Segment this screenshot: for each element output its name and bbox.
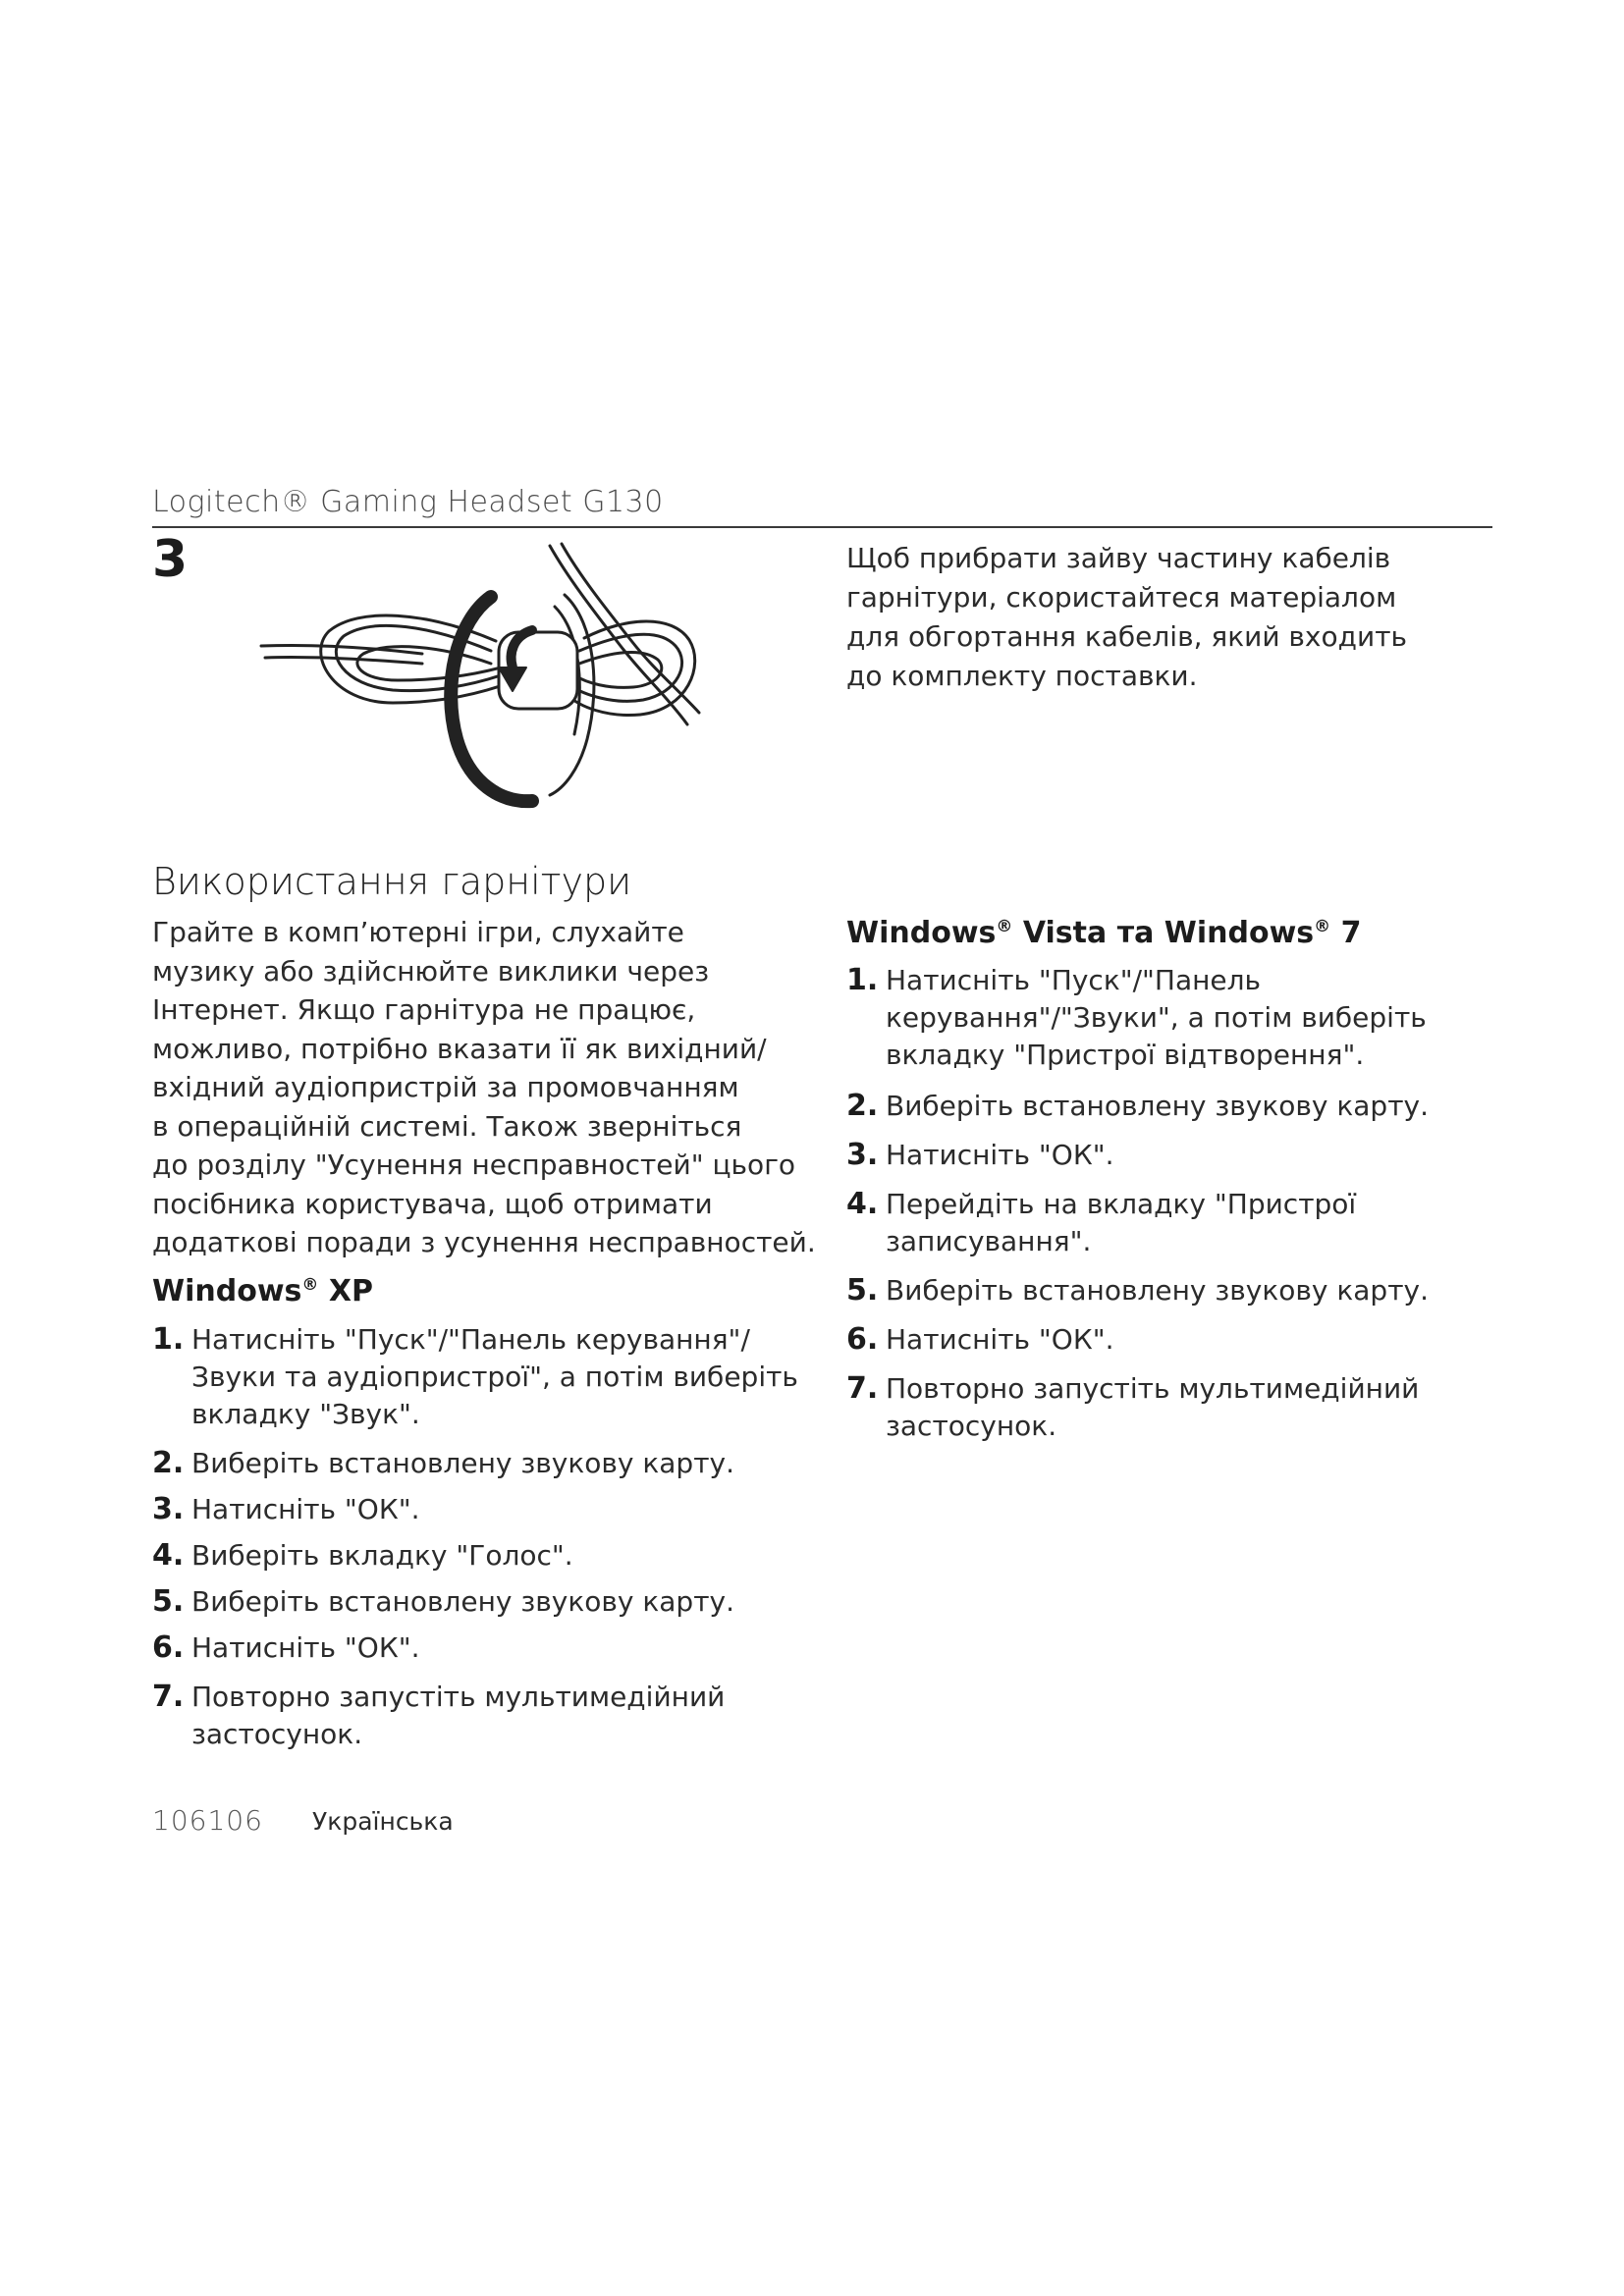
text-line: Повторно запустіть мультимедійний: [191, 1681, 726, 1713]
step-num: 1.: [152, 1322, 185, 1357]
page-language: Українська: [312, 1807, 454, 1836]
step-number: 3: [152, 530, 189, 589]
text-line: вкладку "Пристрої відтворення".: [886, 1039, 1365, 1071]
text-line: вхідний аудіопристрій за промовчанням: [152, 1071, 739, 1103]
heading-text: Vista та Windows: [1012, 916, 1315, 950]
step-num: 2.: [152, 1446, 185, 1480]
text-line: Натисніть "ОК".: [191, 1493, 420, 1525]
intro-paragraph: [152, 913, 820, 1262]
text-line: Інтернет. Якщо гарнітура не працює,: [152, 993, 696, 1026]
step-num: 7.: [846, 1371, 879, 1406]
list-item: [152, 1537, 800, 1575]
windows-xp-steps: [152, 1321, 800, 1753]
step-num: 4.: [152, 1538, 185, 1573]
list-item: [152, 1679, 800, 1753]
heading-text: Windows: [152, 1274, 302, 1308]
list-item: [846, 1186, 1494, 1260]
list-item: [846, 1088, 1494, 1125]
list-item: [846, 962, 1494, 1074]
text-line: Виберіть встановлену звукову карту.: [886, 1274, 1429, 1307]
heading-text: 7: [1330, 916, 1362, 950]
registered-mark: ®: [301, 1275, 319, 1295]
step-num: 5.: [846, 1273, 879, 1308]
text-line: Повторно запустіть мультимедійний: [886, 1372, 1420, 1405]
list-item: [846, 1272, 1494, 1309]
registered-mark: ®: [996, 917, 1013, 936]
header-divider: [152, 526, 1492, 528]
text-line: посібника користувача, щоб отримати: [152, 1187, 713, 1220]
text-line: для обгортання кабелів, який входить: [846, 620, 1408, 653]
list-item: [846, 1321, 1494, 1359]
header-title: Logitech® Gaming Headset G130: [152, 485, 664, 519]
step-num: 6.: [846, 1322, 879, 1357]
text-line: до розділу "Усунення несправностей" цього: [152, 1148, 796, 1181]
step-num: 4.: [846, 1187, 879, 1221]
cable-wrap-illustration: [255, 538, 707, 823]
text-line: застосунок.: [886, 1410, 1057, 1442]
text-line: Щоб прибрати зайву частину кабелів: [846, 542, 1391, 574]
text-line: керування"/"Звуки", а потім виберіть: [886, 1001, 1427, 1034]
step-num: 7.: [152, 1680, 185, 1714]
text-line: Натисніть "ОК".: [886, 1323, 1114, 1356]
text-line: музику або здійснюйте виклики через: [152, 954, 710, 988]
text-line: Перейдіть на вкладку "Пристрої: [886, 1188, 1357, 1220]
text-line: Грайте в комп’ютерні ігри, слухайте: [152, 916, 684, 948]
text-line: Звуки та аудіопристрої", а потім виберіть: [191, 1361, 798, 1393]
list-item: [152, 1445, 800, 1482]
text-line: Виберіть вкладку "Голос".: [191, 1539, 573, 1572]
text-line: до комплекту поставки.: [846, 660, 1198, 692]
list-item: [846, 1370, 1494, 1445]
text-line: застосунок.: [191, 1718, 363, 1750]
windows-xp-heading: [152, 1274, 373, 1308]
heading-text: XP: [318, 1274, 373, 1308]
page-number: 106106: [152, 1804, 263, 1837]
step-num: 6.: [152, 1630, 185, 1665]
step-num: 3.: [846, 1138, 879, 1172]
step-num: 2.: [846, 1089, 879, 1123]
list-item: [152, 1583, 800, 1621]
text-line: Натисніть "Пуск"/"Панель керування"/: [191, 1323, 750, 1356]
step-num: 1.: [846, 963, 879, 997]
text-line: Натисніть "ОК".: [886, 1139, 1114, 1171]
step-num: 5.: [152, 1584, 185, 1619]
list-item: [152, 1629, 800, 1667]
section-title: Використання гарнітури: [152, 860, 632, 903]
windows-vista-heading: [846, 916, 1362, 950]
registered-mark: ®: [1314, 917, 1331, 936]
step-num: 3.: [152, 1492, 185, 1526]
text-line: Натисніть "ОК".: [191, 1631, 420, 1664]
text-line: записування".: [886, 1225, 1092, 1257]
text-line: додаткові поради з усунення несправностей.: [152, 1226, 816, 1258]
heading-text: Windows: [846, 916, 997, 950]
text-line: Виберіть встановлену звукову карту.: [886, 1090, 1429, 1122]
text-line: гарнітури, скористайтеся матеріалом: [846, 581, 1397, 614]
step-instruction: [846, 539, 1455, 696]
text-line: можливо, потрібно вказати її як вихідний/: [152, 1032, 767, 1065]
text-line: Виберіть встановлену звукову карту.: [191, 1585, 734, 1618]
list-item: [152, 1491, 800, 1528]
text-line: в операційній системі. Також зверніться: [152, 1109, 742, 1143]
list-item: [846, 1137, 1494, 1174]
text-line: Виберіть встановлену звукову карту.: [191, 1447, 734, 1479]
list-item: [152, 1321, 800, 1433]
windows-vista-steps: [846, 962, 1494, 1445]
text-line: вкладку "Звук".: [191, 1398, 420, 1430]
text-line: Натисніть "Пуск"/"Панель: [886, 964, 1262, 996]
